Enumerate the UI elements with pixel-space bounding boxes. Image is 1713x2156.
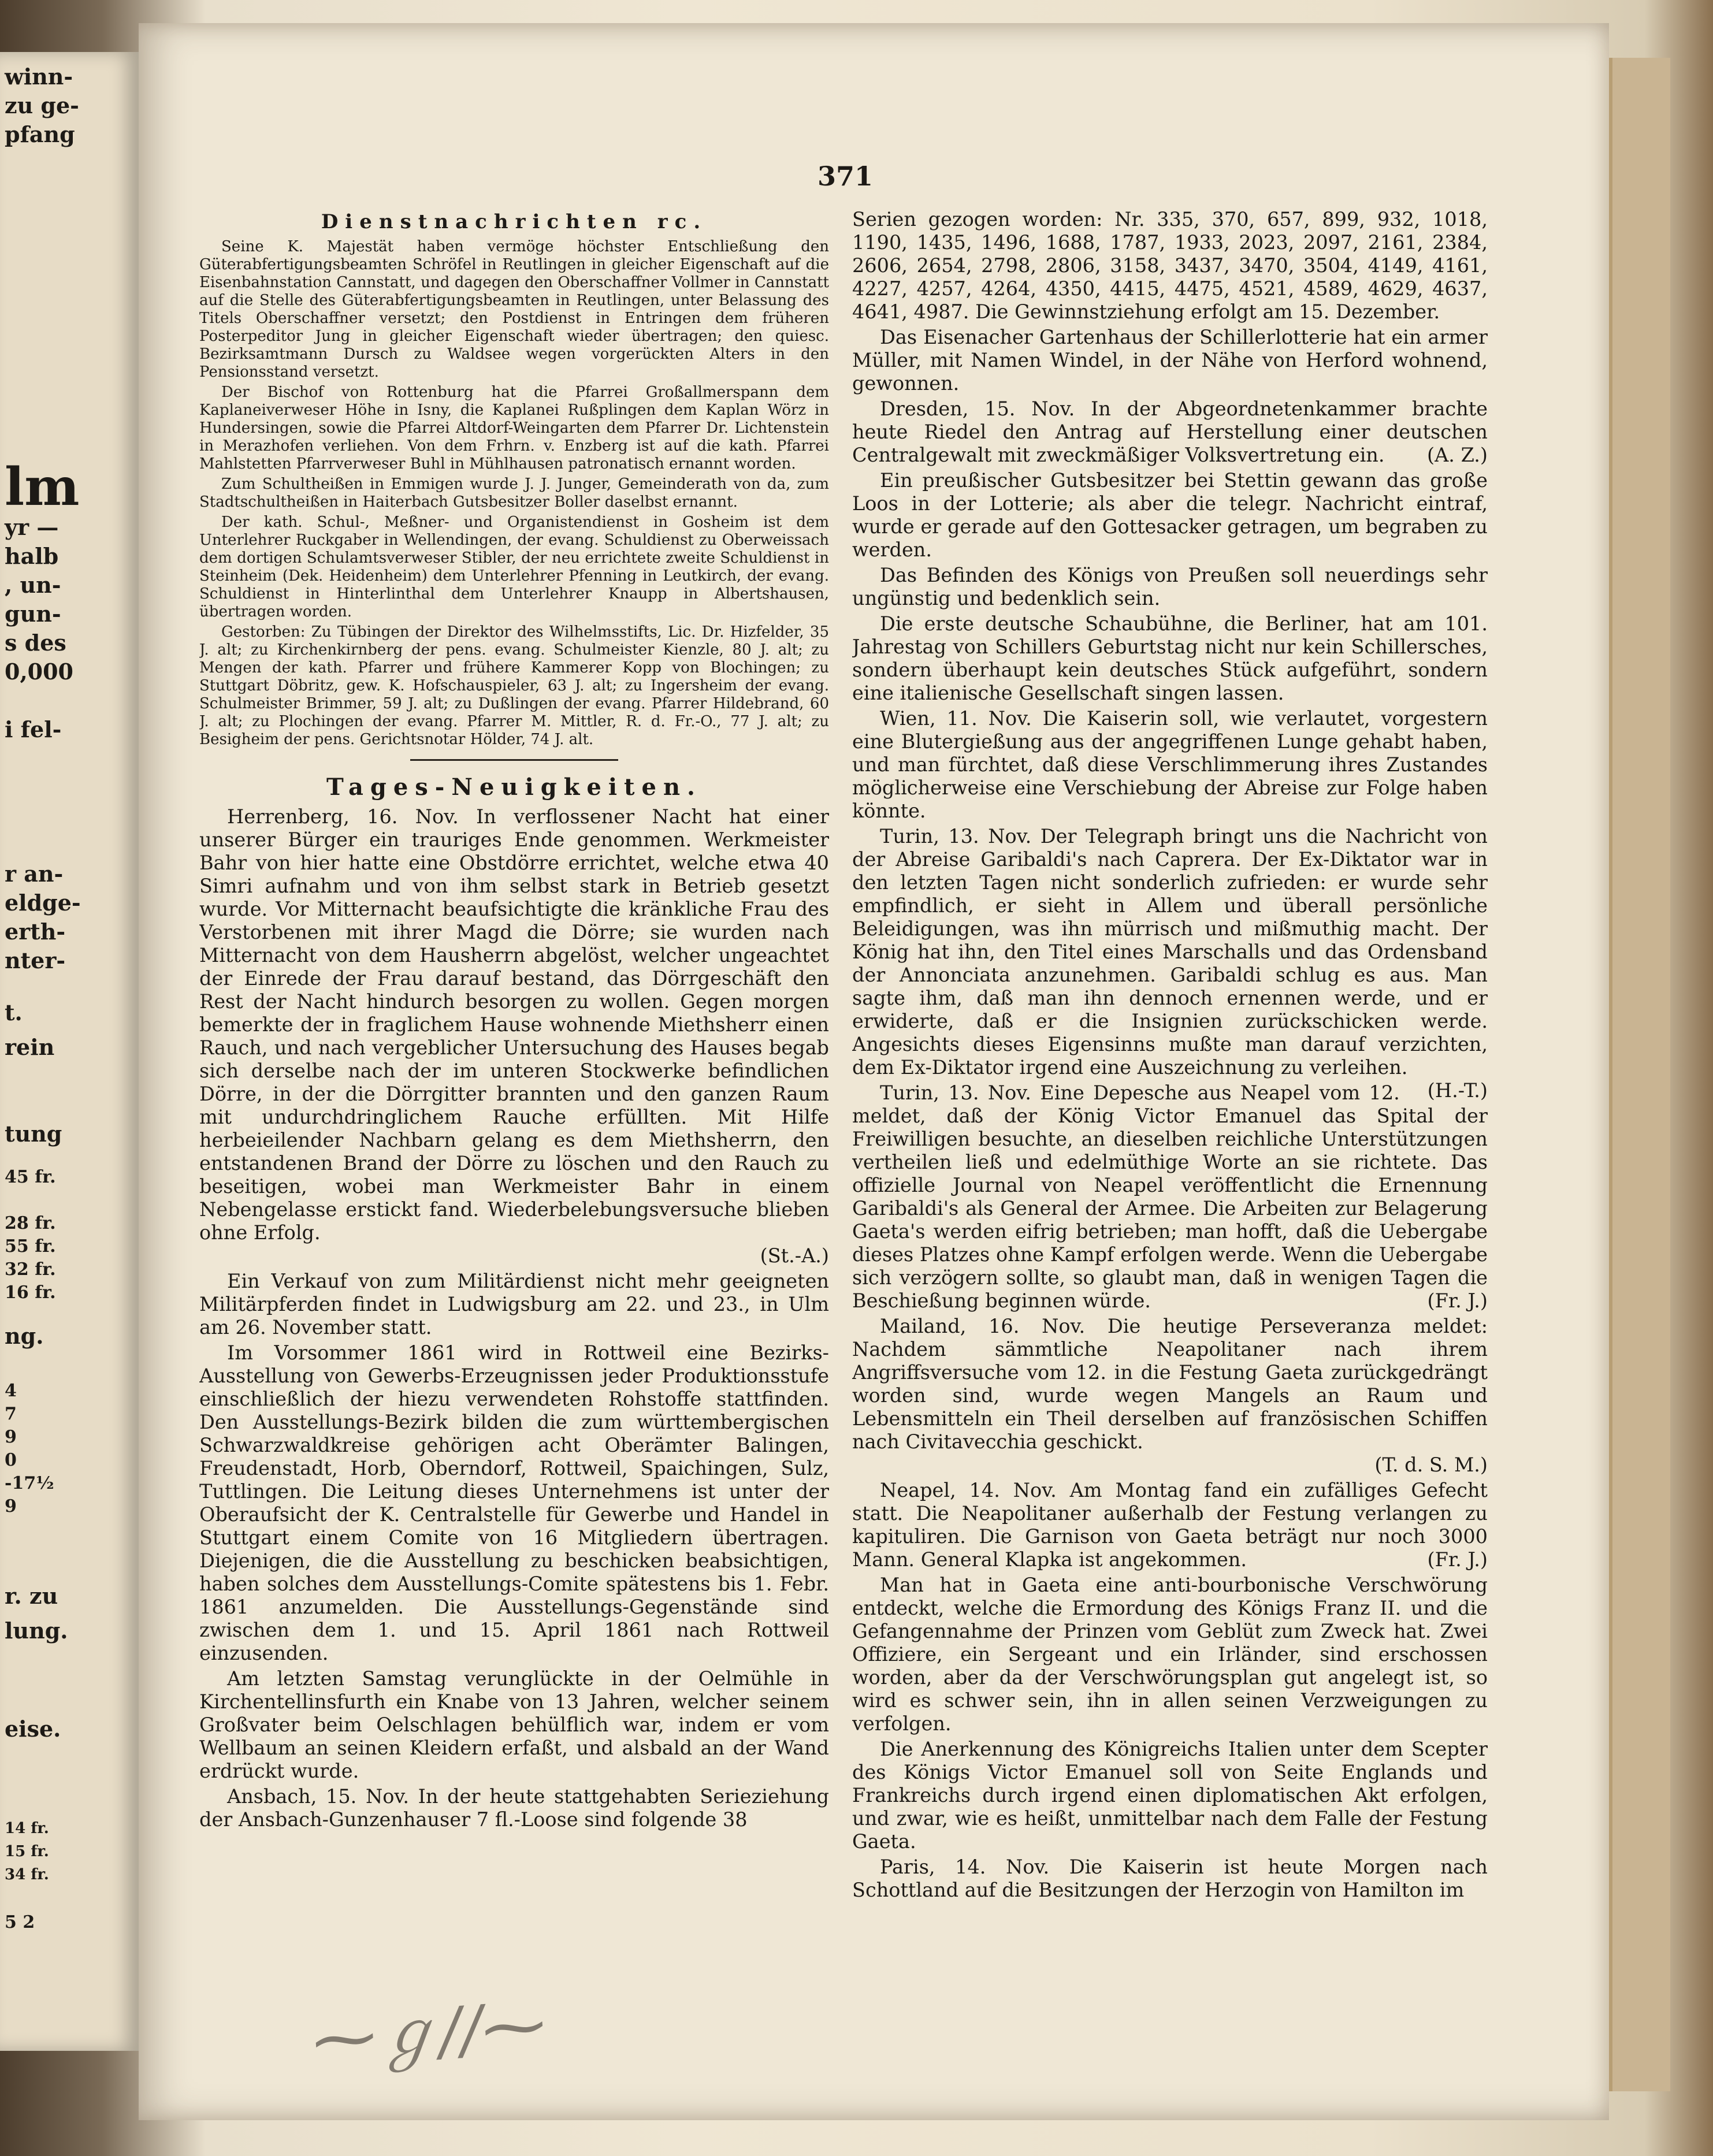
news-paragraph: [199, 805, 829, 1267]
news-paragraph: [852, 825, 1488, 1102]
left-fragment: 45 fr.: [5, 1167, 56, 1187]
left-fragment: gun-: [5, 601, 61, 627]
left-fragment: 34 fr.: [5, 1866, 49, 1883]
left-fragment: 15 fr.: [5, 1843, 49, 1860]
news-text: Im Vorsommer 1861 wird in Rottweil eine Bezirks-Ausstellung von Gewerbs-Erzeugnissen jeder Produktionsstufe einschließlich der hiezu verwendeten Rohstoffe stattfinden. Den Ausstellungs-Bezirk bilden die zum württembergischen Schwarzwaldkreise gehörigen acht Oberämter Balingen, Freudenstadt, Horb, Oberndorf, Rottweil, Spaichingen, Sulz, Tuttlingen. Die Leitung dieses Unternehmens ist unter der Oberaufsicht der K. Centralstelle für Gewerbe und Handel in Stuttgart einem Comite von 16 Mitgliedern übertragen. Diejenigen, die die Ausstellung zu beschicken beabsichtigen, haben solches dem Ausstellungs-Comite spätestens bis 1. Febr. 1861 anzumelden. Die Ausstellungs-Gegenstände sind zwischen dem 1. und 15. April 1861 nach Rottweil einzusenden.: [199, 1341, 829, 1664]
news-paragraph: [199, 1667, 829, 1783]
left-fragment: tung: [5, 1121, 62, 1147]
news-text: Wien, 11. Nov. Die Kaiserin soll, wie verlautet, vorgestern eine Blutergießung aus der angegriffenen Lunge gehabt haben, und man fürchtet, daß diese Verschlimmerung ihres Zustandes möglicherweise eine Verschiebung der Abreise zur Folge haben könnte.: [852, 707, 1488, 822]
left-fragment: ng.: [5, 1323, 44, 1349]
left-fragment: winn-: [5, 64, 73, 90]
left-fragment: 4: [5, 1381, 17, 1401]
left-fragment: s des: [5, 630, 66, 656]
news-paragraph: [852, 1574, 1488, 1735]
news-paragraph: [852, 707, 1488, 823]
left-fragment: 0,000: [5, 659, 73, 685]
news-source: (Fr. J.): [1427, 1289, 1488, 1312]
news-text: Dresden, 15. Nov. In der Abgeordnetenkammer brachte heute Riedel den Antrag auf Herstellung einer deutschen Centralgewalt mit zweckmäßiger Volksvertretung ein.: [852, 397, 1488, 466]
section-heading-tages-neuigkeiten: Tages-Neuigkeiten.: [326, 774, 702, 801]
left-fragment: lm: [5, 456, 80, 518]
left-fragment: halb: [5, 543, 59, 569]
tages-section: [199, 805, 829, 1831]
news-paragraph: [199, 1785, 829, 1831]
news-text: Turin, 13. Nov. Eine Depesche aus Neapel vom 12. meldet, daß der König Victor Emanuel das Spital der Freiwilligen besuchte, an dieselben reichliche Unterstützungen vertheilen ließ und edelmüthige Worte an sie richtete. Das offizielle Journal von Neapel veröffentlicht die Ernennung Garibaldi's als General der Armee. Die Arbeiten zur Belagerung Gaeta's werden eifrig betrieben; man hofft, daß die Uebergabe dieses Platzes ohne Kampf erfolgen werde. Wenn die Uebergabe sich verzögern sollte, so glaubt man, daß in wenigen Tagen die Beschießung beginnen würde.: [852, 1081, 1488, 1312]
news-paragraph: [852, 1081, 1488, 1313]
news-paragraph: [852, 612, 1488, 705]
news-text: Ein preußischer Gutsbesitzer bei Stettin gewann das große Loos in der Lotterie; als aber die telegr. Nachricht eintraf, wurde er gerade auf den Gottesacker getragen, um begraben zu werden.: [852, 469, 1488, 561]
news-text: Ein Verkauf von zum Militärdienst nicht mehr geeigneten Militärpferden findet in Ludwigsburg am 22. und 23., in Ulm am 26. November statt.: [199, 1270, 829, 1339]
news-text: Die Anerkennung des Königreichs Italien unter dem Scepter des Königs Victor Emanuel soll von Seite Englands und Frankreichs durch irgend einen diplomatischen Akt erfolgen, und zwar, wie es heißt, unmittelbar nach dem Falle der Festung Gaeta.: [852, 1738, 1488, 1853]
left-fragment: -17½: [5, 1473, 54, 1493]
left-page-strip: [0, 52, 141, 2051]
left-fragment: rein: [5, 1034, 55, 1060]
left-fragment: r. zu: [5, 1583, 58, 1609]
news-source: (St.-A.): [760, 1244, 829, 1267]
left-fragment: 9: [5, 1427, 17, 1447]
dienst-paragraph: Zum Schultheißen in Emmigen wurde J. J. Junger, Gemeinderath von da, zum Stadtschultheißen in Haiterbach Gutsbesitzer Boller daselbst ernannt.: [199, 475, 829, 511]
left-fragment: eise.: [5, 1716, 61, 1742]
news-text: Serien gezogen worden: Nr. 335, 370, 657, 899, 932, 1018, 1190, 1435, 1496, 1688, 1787, 1933, 2023, 2097, 2161, 2384, 2606, 2654, 2798, 2806, 3158, 3437, 3470, 3504, 4149, 4161, 4227, 4257, 4264, 4350, 4415, 4475, 4521, 4589, 4629, 4637, 4641, 4987. Die Gewinnstziehung erfolgt am 15. Dezember.: [852, 208, 1488, 323]
news-source: (Fr. J.): [1427, 1548, 1488, 1571]
section-heading-dienstnachrichten: Dienstnachrichten rc.: [321, 210, 708, 233]
left-fragment: 16 fr.: [5, 1283, 56, 1303]
left-fragment: 32 fr.: [5, 1259, 56, 1280]
news-text: Turin, 13. Nov. Der Telegraph bringt uns die Nachricht von der Abreise Garibaldi's nach Caprera. Der Ex-Diktator war in den letzten Tagen nicht sonderlich zufrieden: er wurde sehr empfindlich, er sieht in Allem und überall persönliche Beleidigungen, was ihn mürrisch und mißmuthig macht. Der König hat ihn, den Titel eines Marschalls und das Ordensband der Annonciata anzunehmen. Garibaldi schlug es aus. Man sagte ihm, daß man ihn dennoch ernennen werde, und er erwiderte, daß er die Insignien zurückschicken werde. Angesichts dieses Eigensinns mußte man darauf verzichten, dem Ex-Diktator irgend eine Auszeichnung zu verleihen.: [852, 825, 1488, 1079]
news-paragraph: [852, 397, 1488, 467]
news-text: Man hat in Gaeta eine anti-bourbonische Verschwörung entdeckt, welche die Ermordung des Königs Franz II. und die Gefangennahme der Prinzen vom Geblüt zum Zweck hat. Zwei Offiziere, ein Sergeant und ein Irländer, sind erschossen worden, aber da der Verschwörungsplan gut angelegt ist, so wird es schwer sein, ihn in allen seinen Verzweigungen zu verfolgen.: [852, 1574, 1488, 1735]
news-text: Das Befinden des Königs von Preußen soll neuerdings sehr ungünstig und bedenklich sein.: [852, 564, 1488, 609]
news-text: Paris, 14. Nov. Die Kaiserin ist heute Morgen nach Schottland auf die Besitzungen der Herzogin von Hamilton im: [852, 1856, 1488, 1901]
news-paragraph: [852, 326, 1488, 395]
news-text: Ansbach, 15. Nov. In der heute stattgehabten Serieziehung der Ansbach-Gunzenhauser 7 fl.-Loose sind folgende 38: [199, 1785, 829, 1831]
left-fragment: zu ge-: [5, 92, 79, 118]
dienst-paragraph: Der kath. Schul-, Meßner- und Organistendienst in Gosheim ist dem Unterlehrer Ruckgaber in Wellendingen, der evang. Schuldienst zu Oberweissach dem dortigen Schulamtsverweser Stibler, der neu errichtete zweite Schuldienst in Steinheim (Dek. Heidenheim) dem Unterlehrer Pfenning in Leutkirch, der evang. Schuldienst in Hinterlinthal dem Unterlehrer Knaupp in Albertshausen, übertragen worden.: [199, 514, 829, 620]
left-fragment: lung.: [5, 1618, 68, 1644]
left-fragment: t.: [5, 999, 23, 1025]
news-text: Neapel, 14. Nov. Am Montag fand ein zufälliges Gefecht statt. Die Neapolitaner außerhalb der Festung verlangen zu kapituliren. Die Garnison von Gaeta beträgt nur noch 3000 Mann. General Klapka ist angekommen.: [852, 1479, 1488, 1571]
news-text: Das Eisenacher Gartenhaus der Schillerlotterie hat ein armer Müller, mit Namen Windel, in der Nähe von Herford wohnend, gewonnen.: [852, 326, 1488, 395]
left-fragment: 28 fr.: [5, 1213, 56, 1233]
dienst-paragraph: Seine K. Majestät haben vermöge höchster Entschließung den Güterabfertigungsbeamten Schröfel in Reutlingen in gleicher Eigenschaft auf die Eisenbahnstation Cannstatt, und dagegen den Oberschaffner Vollmer in Cannstatt auf die Stelle des Güterabfertigungsbeamten in Reutlingen, unter Belassung des Titels Oberschaffner versetzt; den Postdienst in Entringen dem früheren Posterpeditor Jung in gleicher Eigenschaft wieder übertragen; den quiesc. Bezirksamtmann Dursch zu Waldsee wegen vorgerückten Alters in den Pensionsstand versetzt.: [199, 238, 829, 381]
left-fragment: erth-: [5, 919, 66, 945]
left-fragment: i fel-: [5, 716, 62, 742]
section-divider: [410, 759, 618, 761]
left-fragment: nter-: [5, 947, 66, 973]
news-text: Herrenberg, 16. Nov. In verflossener Nacht hat einer unserer Bürger ein trauriges Ende genommen. Werkmeister Bahr von hier hatte eine Obstdörre errichtet, welche etwa 40 Simri aufnahm und von ihm selbst stark in Betrieb gesetzt wurde. Vor Mitternacht beaufsichtigte die kränkliche Frau des Verstorbenen mit ihrer Magd die Dörre; sie wurden nach Mitternacht von dem Hausherrn abgelöst, welcher ungeachtet der Einrede der Frau darauf bestand, das Dörrgeschäft den Rest der Nacht hindurch besorgen zu wollen. Gegen morgen bemerkte der in fraglichem Hause wohnende Miethsherr einen Rauch, und nach vergeblicher Untersuchung des Hauses begab sich derselbe nach der im unteren Stockwerke befindlichen Dörre, in der die Dörrgitter brannten und den ganzen Raum mit undurchdringlichem Rauche erfüllten. Mit Hilfe herbeieilender Nachbarn gelang es dem Miethsherrn, den entstandenen Brand der Dörre zu löschen und den Rauch zu beseitigen, wobei man Werkmeister Bahr in einem Nebengelasse erstickt fand. Wiederbelebungsversuche blieben ohne Erfolg.: [199, 805, 829, 1244]
news-source: (H.-T.): [1427, 1079, 1488, 1102]
news-text: Am letzten Samstag verunglückte in der Oelmühle in Kirchentellinsfurth ein Knabe von 13 Jahren, welcher seinem Großvater beim Oelschlagen behülflich war, indem er vom Wellbaum an seinen Kleidern erfaßt, und alsbald an der Wand erdrückt wurde.: [199, 1667, 829, 1782]
left-fragment: yr —: [5, 514, 59, 540]
news-paragraph: [852, 564, 1488, 610]
left-fragment: pfang: [5, 121, 75, 147]
left-fragment: 14 fr.: [5, 1820, 49, 1837]
news-source: (A. Z.): [1427, 444, 1488, 466]
left-fragment: 0: [5, 1450, 17, 1470]
news-source: (T. d. S. M.): [1374, 1454, 1488, 1476]
news-paragraph: [852, 208, 1488, 324]
left-column: [199, 208, 829, 1953]
news-text: Mailand, 16. Nov. Die heutige Perseveranza meldet: Nachdem sämmtliche Neapolitaner nach ihrem Angriffsversuche vom 12. in die Festung Gaeta zurückgedrängt worden sind, wurde wegen Mangels an Raum und Lebensmitteln ein Theil derselben auf französischen Schiffen nach Civitavecchia geschickt.: [852, 1315, 1488, 1453]
news-paragraph: [852, 1315, 1488, 1477]
dienst-section: [199, 238, 829, 749]
left-fragment: 55 fr.: [5, 1236, 56, 1257]
left-fragment: 9: [5, 1496, 17, 1516]
dienst-paragraph: Gestorben: Zu Tübingen der Direktor des Wilhelmsstifts, Lic. Dr. Hizfelder, 35 J. alt; zu Kirchenkirnberg der pens. evang. Schulmeister Kienzle, 80 J. alt; zu Mengen der kath. Pfarrer und frühere Kammerer Kopp von Blochingen; zu Stuttgart Döbritz, gew. K. Hofschauspieler, 63 J. alt; zu Ingersheim der evang. Schulmeister Brimmer, 59 J. alt; zu Dußlingen der evang. Pfarrer Hildebrand, 60 J. alt; zu Plochingen der evang. Pfarrer M. Mittler, R. d. Fr.-O., 77 J. alt; zu Besigheim der pens. Gerichtsnotar Hölder, 74 J. alt.: [199, 623, 829, 748]
news-paragraph: [852, 1738, 1488, 1853]
page-number: 371: [818, 161, 874, 192]
left-fragment: , un-: [5, 572, 61, 598]
right-column: [852, 208, 1488, 1953]
left-fragment: eldge-: [5, 890, 81, 916]
news-paragraph: [852, 469, 1488, 562]
news-paragraph: [199, 1270, 829, 1339]
news-text: Die erste deutsche Schaubühne, die Berliner, hat am 101. Jahrestag von Schillers Geburtstag nicht nur kein Schillersches, sondern überhaupt kein deutsches Stück aufgeführt, sondern eine italienische Gesellschaft singen lassen.: [852, 612, 1488, 704]
handwritten-mark: ⁓ℊ∕∕⁓: [310, 1987, 548, 2077]
left-fragment: 5 2: [5, 1912, 35, 1932]
book-edge: [1609, 58, 1670, 2091]
news-paragraph: [199, 1341, 829, 1665]
news-paragraph: [852, 1856, 1488, 1902]
left-fragment: r an-: [5, 861, 64, 887]
dienst-paragraph: Der Bischof von Rottenburg hat die Pfarrei Großallmerspann dem Kaplaneiverweser Höhe in Isny, die Kaplanei Rußplingen dem Kaplan Wörz in Hundersingen, sowie die Pfarrei Altdorf-Weingarten dem Pfarrer Dr. Lichtenstein in Merazhofen verliehen. Von dem Frhrn. v. Enzberg ist auf die kath. Pfarrei Mahlstetten Pfarrverweser Buhl in Mühlhausen patronatisch ernannt worden.: [199, 384, 829, 473]
news-paragraph: [852, 1479, 1488, 1571]
left-fragment: 7: [5, 1404, 17, 1424]
